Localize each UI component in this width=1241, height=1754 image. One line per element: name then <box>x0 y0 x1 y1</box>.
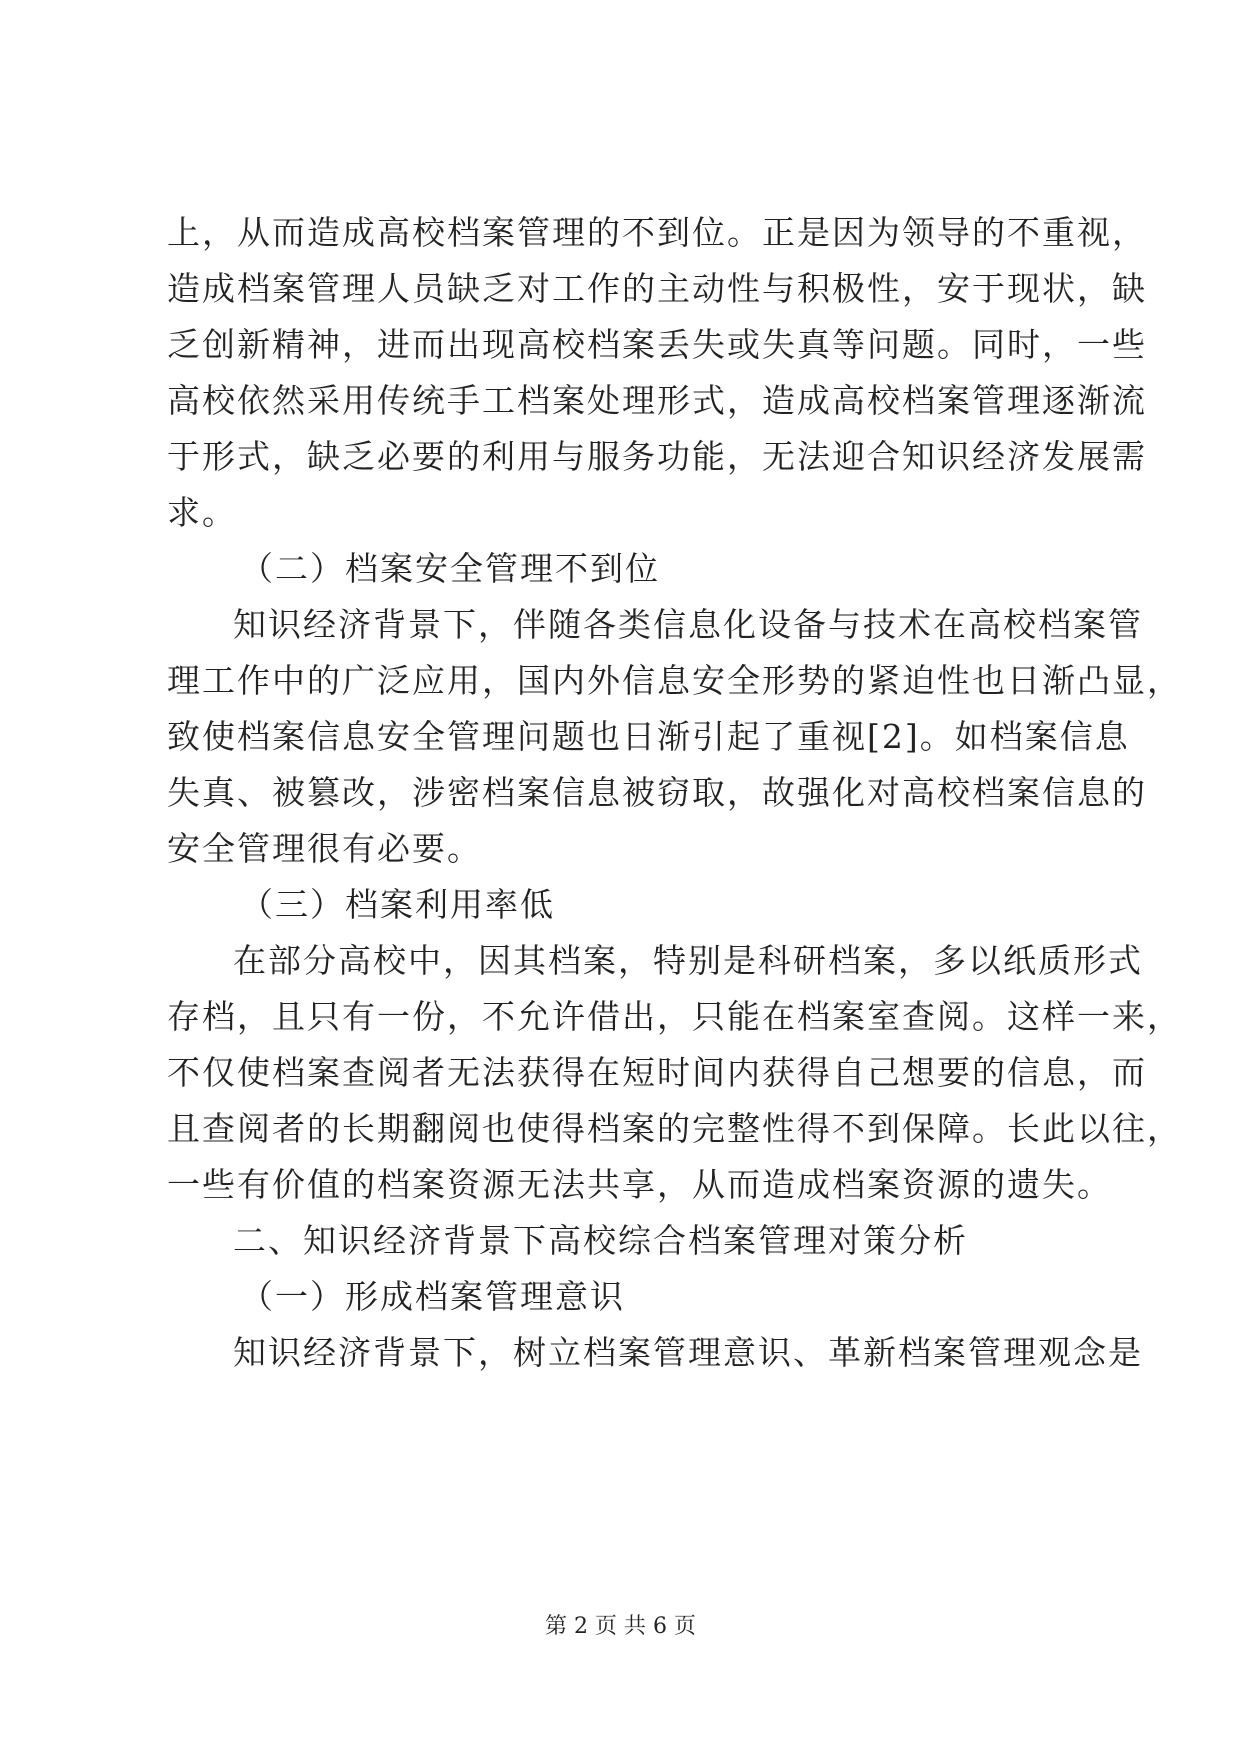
body-line: 失真、被篡改，涉密档案信息被窃取，故强化对高校档案信息的 <box>167 773 1147 812</box>
section-heading: （三）档案利用率低 <box>240 885 555 924</box>
body-line: 乏创新精神，进而出现高校档案丢失或失真等问题。同时，一些 <box>167 325 1147 364</box>
body-line: 在部分高校中，因其档案，特别是科研档案，多以纸质形式 <box>233 941 1143 980</box>
body-line: 造成档案管理人员缺乏对工作的主动性与积极性，安于现状，缺 <box>167 269 1147 308</box>
body-line: 知识经济背景下，树立档案管理意识、革新档案管理观念是 <box>233 1333 1143 1372</box>
body-line: 知识经济背景下，伴随各类信息化设备与技术在高校档案管 <box>233 605 1143 644</box>
body-line: 理工作中的广泛应用，国内外信息安全形势的紧迫性也日渐凸显， <box>167 661 1182 700</box>
body-line: 安全管理很有必要。 <box>167 829 482 868</box>
body-line: 存档，且只有一份，不允许借出，只能在档案室查阅。这样一来， <box>167 997 1182 1036</box>
section-heading: （一）形成档案管理意识 <box>240 1277 625 1316</box>
body-line: 致使档案信息安全管理问题也日渐引起了重视[2]。如档案信息 <box>167 717 1130 756</box>
section-heading: （二）档案安全管理不到位 <box>240 549 660 588</box>
body-line: 求。 <box>167 493 237 532</box>
body-line: 高校依然采用传统手工档案处理形式，造成高校档案管理逐渐流 <box>167 381 1147 420</box>
body-line: 且查阅者的长期翻阅也使得档案的完整性得不到保障。长此以往， <box>167 1109 1182 1148</box>
page-number-footer: 第 2 页 共 6 页 <box>545 1614 696 1639</box>
chapter-heading: 二、知识经济背景下高校综合档案管理对策分析 <box>233 1221 968 1260</box>
body-line: 上，从而造成高校档案管理的不到位。正是因为领导的不重视， <box>167 213 1147 252</box>
body-line: 不仅使档案查阅者无法获得在短时间内获得自己想要的信息，而 <box>167 1053 1147 1092</box>
body-line: 一些有价值的档案资源无法共享，从而造成档案资源的遗失。 <box>167 1165 1112 1204</box>
body-line: 于形式，缺乏必要的利用与服务功能，无法迎合知识经济发展需 <box>167 437 1147 476</box>
